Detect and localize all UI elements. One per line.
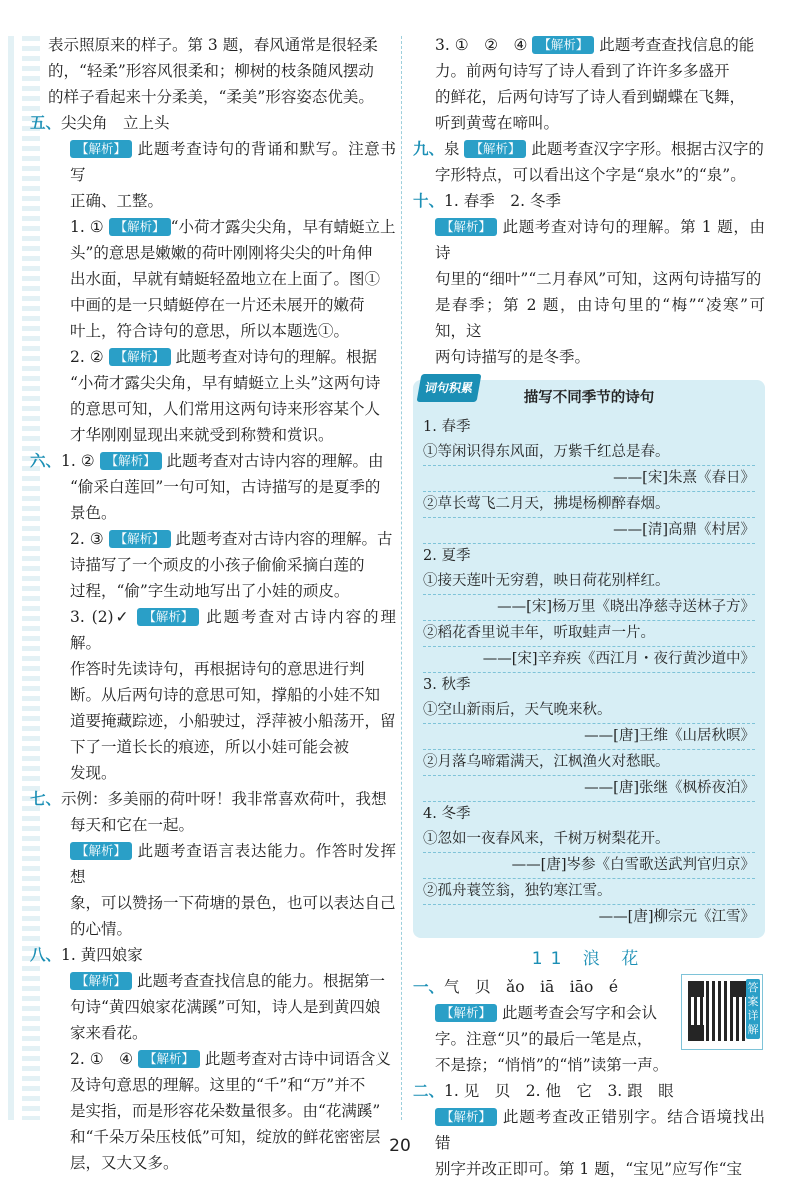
text-line: “偷采白莲回”一句可知，古诗描写的是夏季的: [70, 478, 381, 496]
poem-line: ①空山新雨后，天气晚来秋。: [423, 698, 755, 724]
question-2: [48, 344, 396, 370]
poem-source: ——[唐]张继《枫桥夜泊》: [423, 776, 755, 802]
season-heading: 3. 秋季: [423, 677, 471, 693]
qr-code-icon: [688, 981, 748, 1041]
analysis-tag: 【解析】: [70, 972, 132, 990]
text-line: 道要掩藏踪迹，小船驶过，浮萍被小船荡开，留: [70, 712, 396, 730]
text-line: 是实指，而是形容花朵数量很多。由“花满蹊”: [70, 1102, 381, 1120]
text-line: 作答时先读诗句，再根据诗句的意思进行判: [70, 660, 365, 678]
poem-source: ——[唐]王维《山居秋暝》: [423, 724, 755, 750]
analysis-tag: 【解析】: [109, 218, 171, 236]
poem-source: ——[唐]柳宗元《江雪》: [598, 909, 755, 925]
text-line: 的鲜花，后两句诗写了诗人看到蝴蝶在飞舞，: [435, 88, 746, 106]
poem-source: ——[宋]朱熹《春日》: [423, 466, 755, 492]
qr-label: 答案详解: [746, 979, 760, 1039]
question-3: [413, 32, 765, 58]
answer: 1. 春季 2. 冬季: [444, 192, 561, 210]
text-line: 两句诗描写的是冬季。: [435, 348, 591, 366]
section-number: 八、: [30, 945, 62, 964]
text-line: 的样子看起来十分柔美，“柔美”形容姿态优美。: [48, 88, 374, 106]
box-tag: 词句积累: [417, 374, 482, 402]
text-line: 中画的是一只蜻蜓停在一片还未展开的嫩荷: [70, 296, 365, 314]
poem-source: ——[唐]岑参《白雪歌送武判官归京》: [423, 853, 755, 879]
analysis-tag: 【解析】: [435, 1004, 497, 1022]
question-answer: 3. ① ② ④: [435, 36, 528, 54]
text-line: 听到黄莺在啼叫。: [435, 114, 560, 132]
poem-line: ①接天莲叶无穷碧，映日荷花别样红。: [423, 569, 755, 595]
analysis-tag: 【解析】: [435, 1108, 497, 1126]
section-6: [30, 448, 396, 474]
explanation-text: 此题考查诗句的背诵和默写。注意书写: [70, 140, 396, 184]
analysis-tag: 【解析】: [532, 36, 594, 54]
page-number: 20: [389, 1136, 411, 1156]
text-line: 的意思可知，人们常用这两句诗来形容某个人: [70, 400, 381, 418]
margin-stripe: [8, 36, 14, 1120]
explanation: [413, 214, 765, 266]
text-line: 断。从后两句诗的意思可知，撑船的小娃不知: [70, 686, 381, 704]
answer: 尖尖角 立上头: [61, 114, 170, 132]
lesson-title: 11 浪 花: [531, 949, 647, 969]
text-line: 才华刚刚显现出来就受到称赞和赏识。: [70, 426, 334, 444]
section-9: [413, 136, 765, 162]
section-10: [413, 188, 765, 214]
explanation-text: 此题考查查找信息的能力。根据第一: [136, 972, 385, 990]
text-line: 的，“轻柔”形容风很柔和；柳树的枝条随风摆动: [48, 62, 374, 80]
text-line: 句诗“黄四娘家花满蹊”可知，诗人是到黄四娘: [70, 998, 381, 1016]
answer: 气 贝 ǎo iā iāo é: [444, 978, 618, 996]
text-line: 过程，“偷”字生动地写出了小娃的顽皮。: [70, 582, 350, 600]
poem-source: ——[清]高鼎《村居》: [423, 518, 755, 544]
season-heading: 2. 夏季: [423, 548, 471, 564]
poem-line: ①等闲识得东风面，万紫千红总是春。: [423, 440, 755, 466]
question-answer: 1. ①: [70, 218, 104, 236]
section-5: [30, 110, 396, 136]
box-title: 描写不同季节的诗句: [523, 390, 655, 406]
text-line: 不是捺；“悄悄”的“悄”读第一声。: [435, 1056, 669, 1074]
text-line: 头”的意思是嫩嫩的荷叶刚刚将尖尖的叶角伸: [70, 244, 373, 262]
text-line: 力。前两句诗写了诗人看到了许许多多盛开: [435, 62, 730, 80]
text-line: 下了一道长长的痕迹，所以小娃可能会被: [70, 738, 350, 756]
question-answer: 2. ① ④: [70, 1050, 134, 1068]
section-number: 九、: [413, 139, 445, 158]
section-number: 二、: [413, 1081, 445, 1100]
text-line: 句里的“细叶”“二月春风”可知，这两句诗描写的: [435, 270, 762, 288]
season-heading: 1. 春季: [423, 419, 471, 435]
explanation-text: 此题考查改正错别字。结合语境找出错: [435, 1108, 765, 1152]
text-line: “小荷才露尖尖角，早有蜻蜓立上头”这两句诗: [70, 374, 381, 392]
explanation-text: 此题考查语言表达能力。作答时发挥想: [70, 842, 396, 886]
explanation-text: 此题考查对诗句的理解。第 1 题，由诗: [435, 218, 766, 262]
text-line: 家来看花。: [70, 1024, 148, 1042]
left-column: [30, 32, 396, 1176]
answer: 1. 黄四娘家: [61, 946, 143, 964]
analysis-tag: 【解析】: [435, 218, 497, 236]
question-2: [48, 526, 396, 552]
text-line: 发现。: [70, 764, 117, 782]
text-line: 正确、工整。: [70, 192, 164, 210]
text-line: 叶上，符合诗句的意思，所以本题选①。: [70, 322, 350, 340]
section-number: 七、: [30, 789, 62, 808]
text-line: 表示照原来的样子。第 3 题，春风通常是很轻柔: [48, 36, 378, 54]
season-heading: 4. 冬季: [423, 806, 471, 822]
text-line: 的心情。: [70, 920, 133, 938]
explanation: [48, 838, 396, 890]
poem-line: ①忽如一夜春风来，千树万树梨花开。: [423, 827, 755, 853]
poem-collection-box: [413, 380, 765, 938]
question-1: [48, 214, 396, 240]
answer: 1. 见 贝 2. 他 它 3. 跟 眼: [444, 1082, 674, 1100]
section-8: [30, 942, 396, 968]
explanation-text: 此题考查汉字字形。根据古汉字的: [531, 140, 764, 158]
text-line: 层，又大又多。: [70, 1154, 179, 1172]
analysis-tag: 【解析】: [109, 348, 171, 366]
explanation-text: 此题考查对古诗内容的理解。: [70, 608, 396, 652]
analysis-tag: 【解析】: [70, 140, 132, 158]
question-answer: 1. ②: [61, 452, 95, 470]
right-column: [413, 32, 765, 1182]
answer: 泉: [444, 140, 460, 158]
poem-line: ②孤舟蓑笠翁，独钓寒江雪。: [423, 879, 755, 905]
poem-line: ②稻花香里说丰年，听取蛙声一片。: [423, 621, 755, 647]
explanation-text: 此题考查对诗句的理解。根据: [175, 348, 378, 366]
analysis-tag: 【解析】: [100, 452, 162, 470]
question-3: [48, 604, 396, 656]
text-line: 及诗句意思的理解。这里的“千”和“万”并不: [70, 1076, 366, 1094]
question-answer: 3. (2)✓: [70, 608, 131, 626]
text-line: 出水面，早就有蜻蜓轻盈地立在上面了。图①: [70, 270, 381, 288]
column-divider: [401, 36, 402, 1120]
poem-line: ②草长莺飞二月天，拂堤杨柳醉春烟。: [423, 492, 755, 518]
question-answer: 2. ②: [70, 348, 104, 366]
text-line: 象，可以赞扬一下荷塘的景色，也可以表达自己: [70, 894, 396, 912]
text-line: 和“千朵万朵压枝低”可知，绽放的鲜花密密层: [70, 1128, 381, 1146]
section-7: [30, 786, 396, 812]
text-line: 诗描写了一个顽皮的小孩子偷偷采摘白莲的: [70, 556, 365, 574]
analysis-tag: 【解析】: [109, 530, 171, 548]
analysis-tag: 【解析】: [70, 842, 132, 860]
answer: 示例：多美丽的荷叶呀！我非常喜欢荷叶，我想: [61, 790, 387, 808]
explanation-text: 此题考查对古诗内容的理解。古: [175, 530, 393, 548]
explanation-text: 此题考查对古诗中词语含义: [204, 1050, 391, 1068]
text-line: 别字并改正即可。第 1 题，“宝见”应写作“宝: [435, 1160, 742, 1178]
explanation-text: 此题考查对古诗内容的理解。由: [166, 452, 384, 470]
section-number: 一、: [413, 977, 445, 996]
text-line: 是春季；第 2 题，由诗句里的“梅”“凌寒”可知，这: [435, 296, 765, 340]
analysis-tag: 【解析】: [464, 140, 526, 158]
section-number: 十、: [413, 191, 445, 210]
text-line: 字形特点，可以看出这个字是“泉水”的“泉”。: [435, 166, 746, 184]
poem-source: ——[宋]杨万里《晓出净慈寺送林子方》: [423, 595, 755, 621]
explanation: [48, 968, 396, 994]
explanation-text: 此题考查查找信息的能: [599, 36, 755, 54]
poem-source: ——[宋]辛弃疾《西江月・夜行黄沙道中》: [423, 647, 755, 673]
text-line: 景色。: [70, 504, 117, 522]
question-answer: 2. ③: [70, 530, 104, 548]
section-number: 六、: [30, 451, 62, 470]
explanation-text: “小荷才露尖尖角，早有蜻蜓立上: [170, 218, 396, 236]
explanation-text: 此题考查会写字和会认: [501, 1004, 657, 1022]
qr-code[interactable]: [681, 974, 763, 1050]
explanation: [48, 136, 396, 188]
poem-line: ②月落乌啼霜满天，江枫渔火对愁眠。: [423, 750, 755, 776]
text-line: 每天和它在一起。: [70, 816, 195, 834]
question-2: [48, 1046, 396, 1072]
section-2: [413, 1078, 765, 1104]
analysis-tag: 【解析】: [137, 608, 199, 626]
section-number: 五、: [30, 113, 62, 132]
text-line: 字。注意“贝”的最后一笔是点，: [435, 1030, 653, 1048]
analysis-tag: 【解析】: [138, 1050, 200, 1068]
